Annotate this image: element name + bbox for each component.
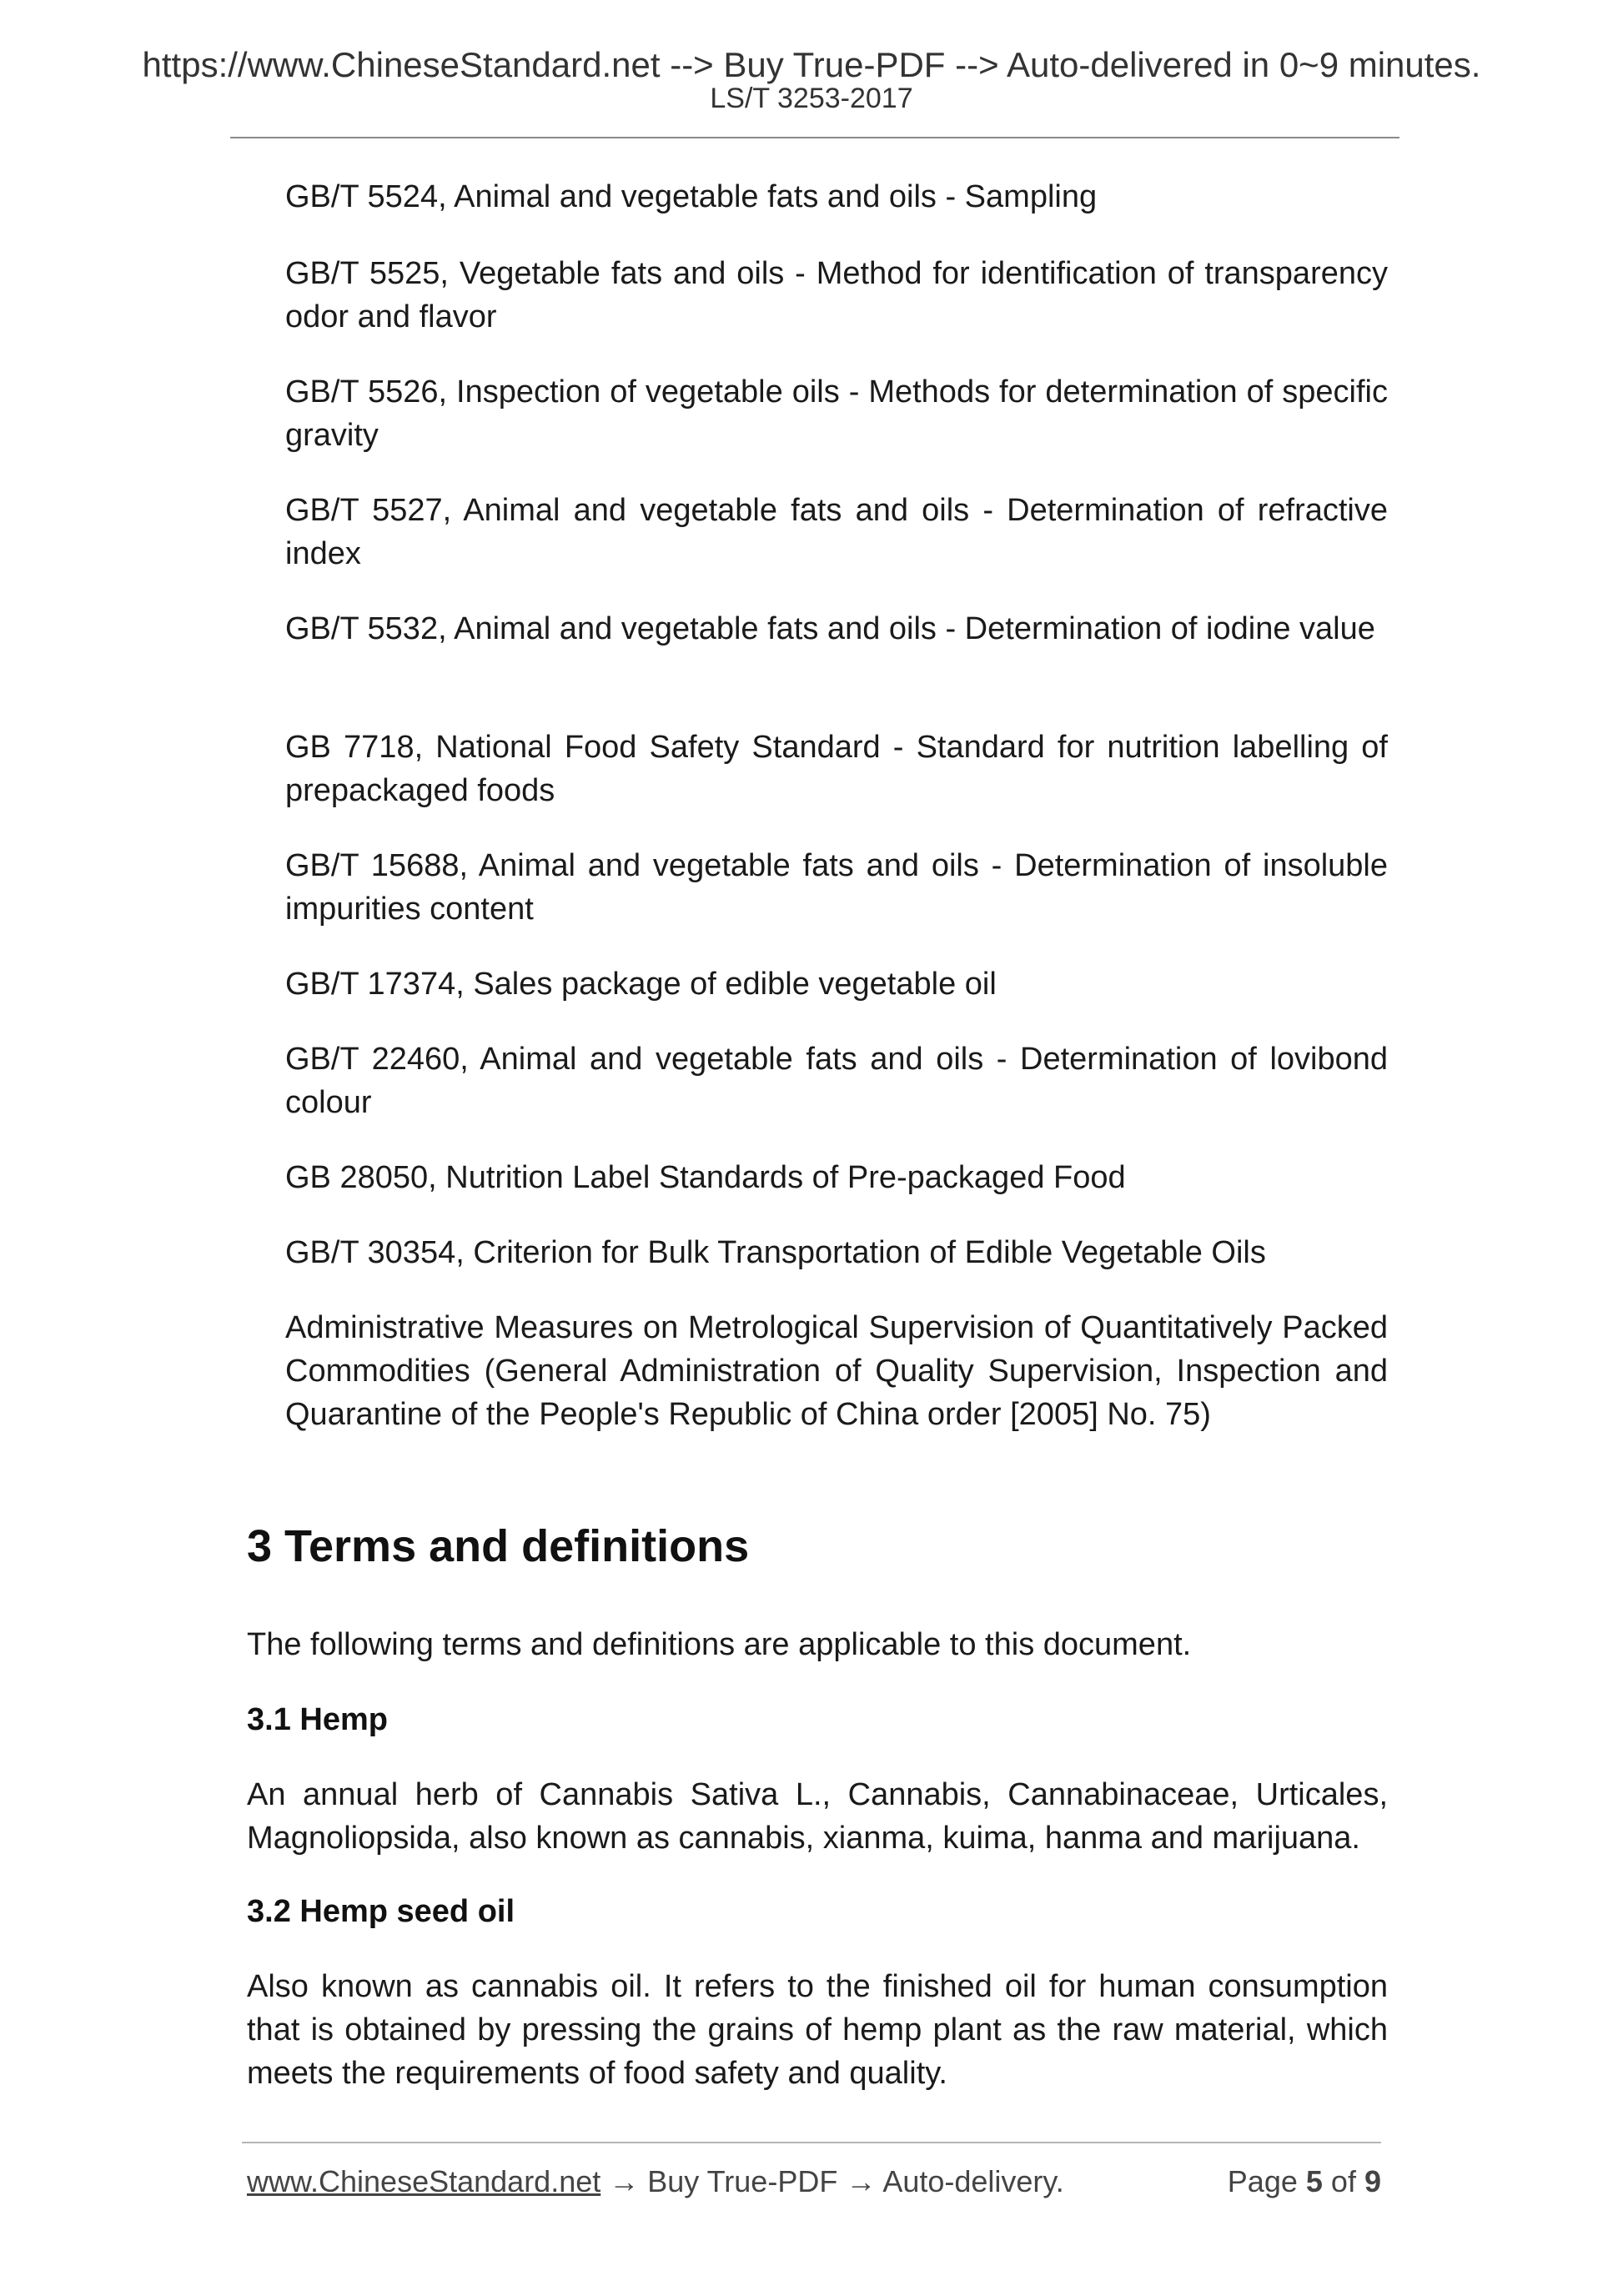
term-heading: 3.2 Hemp seed oil xyxy=(247,1894,515,1929)
page-word: Page xyxy=(1227,2164,1298,2198)
term-definition: An annual herb of Cannabis Sativa L., Cannabis, Cannabinaceae, Urticales, Magnoliopsida, also known as cannabis, xianma, kuima, hanma and marijuana. xyxy=(247,1777,1388,1856)
reference-item: GB/T 5527, Animal and vegetable fats and oils - Determination of refractive index xyxy=(285,493,1388,571)
reference-item: GB/T 5525, Vegetable fats and oils - Method for identification of transparency odor and flavor xyxy=(285,256,1388,334)
reference-item: GB/T 5524, Animal and vegetable fats and oils - Sampling xyxy=(285,179,1098,214)
reference-item: GB/T 17374, Sales package of edible vegetable oil xyxy=(285,967,997,1002)
reference-item: GB/T 30354, Criterion for Bulk Transportation of Edible Vegetable Oils xyxy=(285,1235,1266,1270)
footer-divider xyxy=(242,2142,1381,2143)
document-code: LS/T 3253-2017 xyxy=(710,83,913,114)
section-intro: The following terms and definitions are applicable to this document. xyxy=(247,1627,1192,1662)
site-link[interactable]: www.ChineseStandard.net xyxy=(247,2164,601,2198)
term-heading: 3.1 Hemp xyxy=(247,1702,388,1737)
reference-item: GB 28050, Nutrition Label Standards of Pre-packaged Food xyxy=(285,1160,1126,1195)
reference-item: GB/T 15688, Animal and vegetable fats and oils - Determination of insoluble impurities content xyxy=(285,848,1388,927)
reference-item: GB/T 22460, Animal and vegetable fats and oils - Determination of lovibond colour xyxy=(285,1042,1388,1120)
page-total: 9 xyxy=(1364,2164,1381,2198)
page-indicator xyxy=(1228,2162,1381,2202)
reference-item: Administrative Measures on Metrological Supervision of Quantitatively Packed Commodities (General Administration of Quality Supervision, Inspection and Quarantine of the People's Republic of China order [2005] No. 75) xyxy=(285,1310,1388,1432)
reference-item: GB 7718, National Food Safety Standard - Standard for nutrition labelling of prepackaged foods xyxy=(285,730,1388,808)
header-banner: https://www.ChineseStandard.net --> Buy True-PDF --> Auto-delivered in 0~9 minutes. xyxy=(142,45,1481,84)
section-title: 3 Terms and definitions xyxy=(247,1521,750,1571)
page-footer xyxy=(247,2162,1381,2202)
reference-item: GB/T 5526, Inspection of vegetable oils - Methods for determination of specific gravity xyxy=(285,374,1388,453)
page-current: 5 xyxy=(1305,2164,1323,2198)
header-divider xyxy=(230,137,1399,138)
page-of: of xyxy=(1330,2164,1356,2198)
term-definition: Also known as cannabis oil. It refers to the finished oil for human consumption that is obtained by pressing the grains of hemp plant as the raw material, which meets the requirements of food safety and quality. xyxy=(247,1969,1388,2091)
footer-tagline: → Buy True-PDF → Auto-delivery. xyxy=(600,2164,1064,2198)
reference-item: GB/T 5532, Animal and vegetable fats and oils - Determination of iodine value xyxy=(285,611,1375,646)
